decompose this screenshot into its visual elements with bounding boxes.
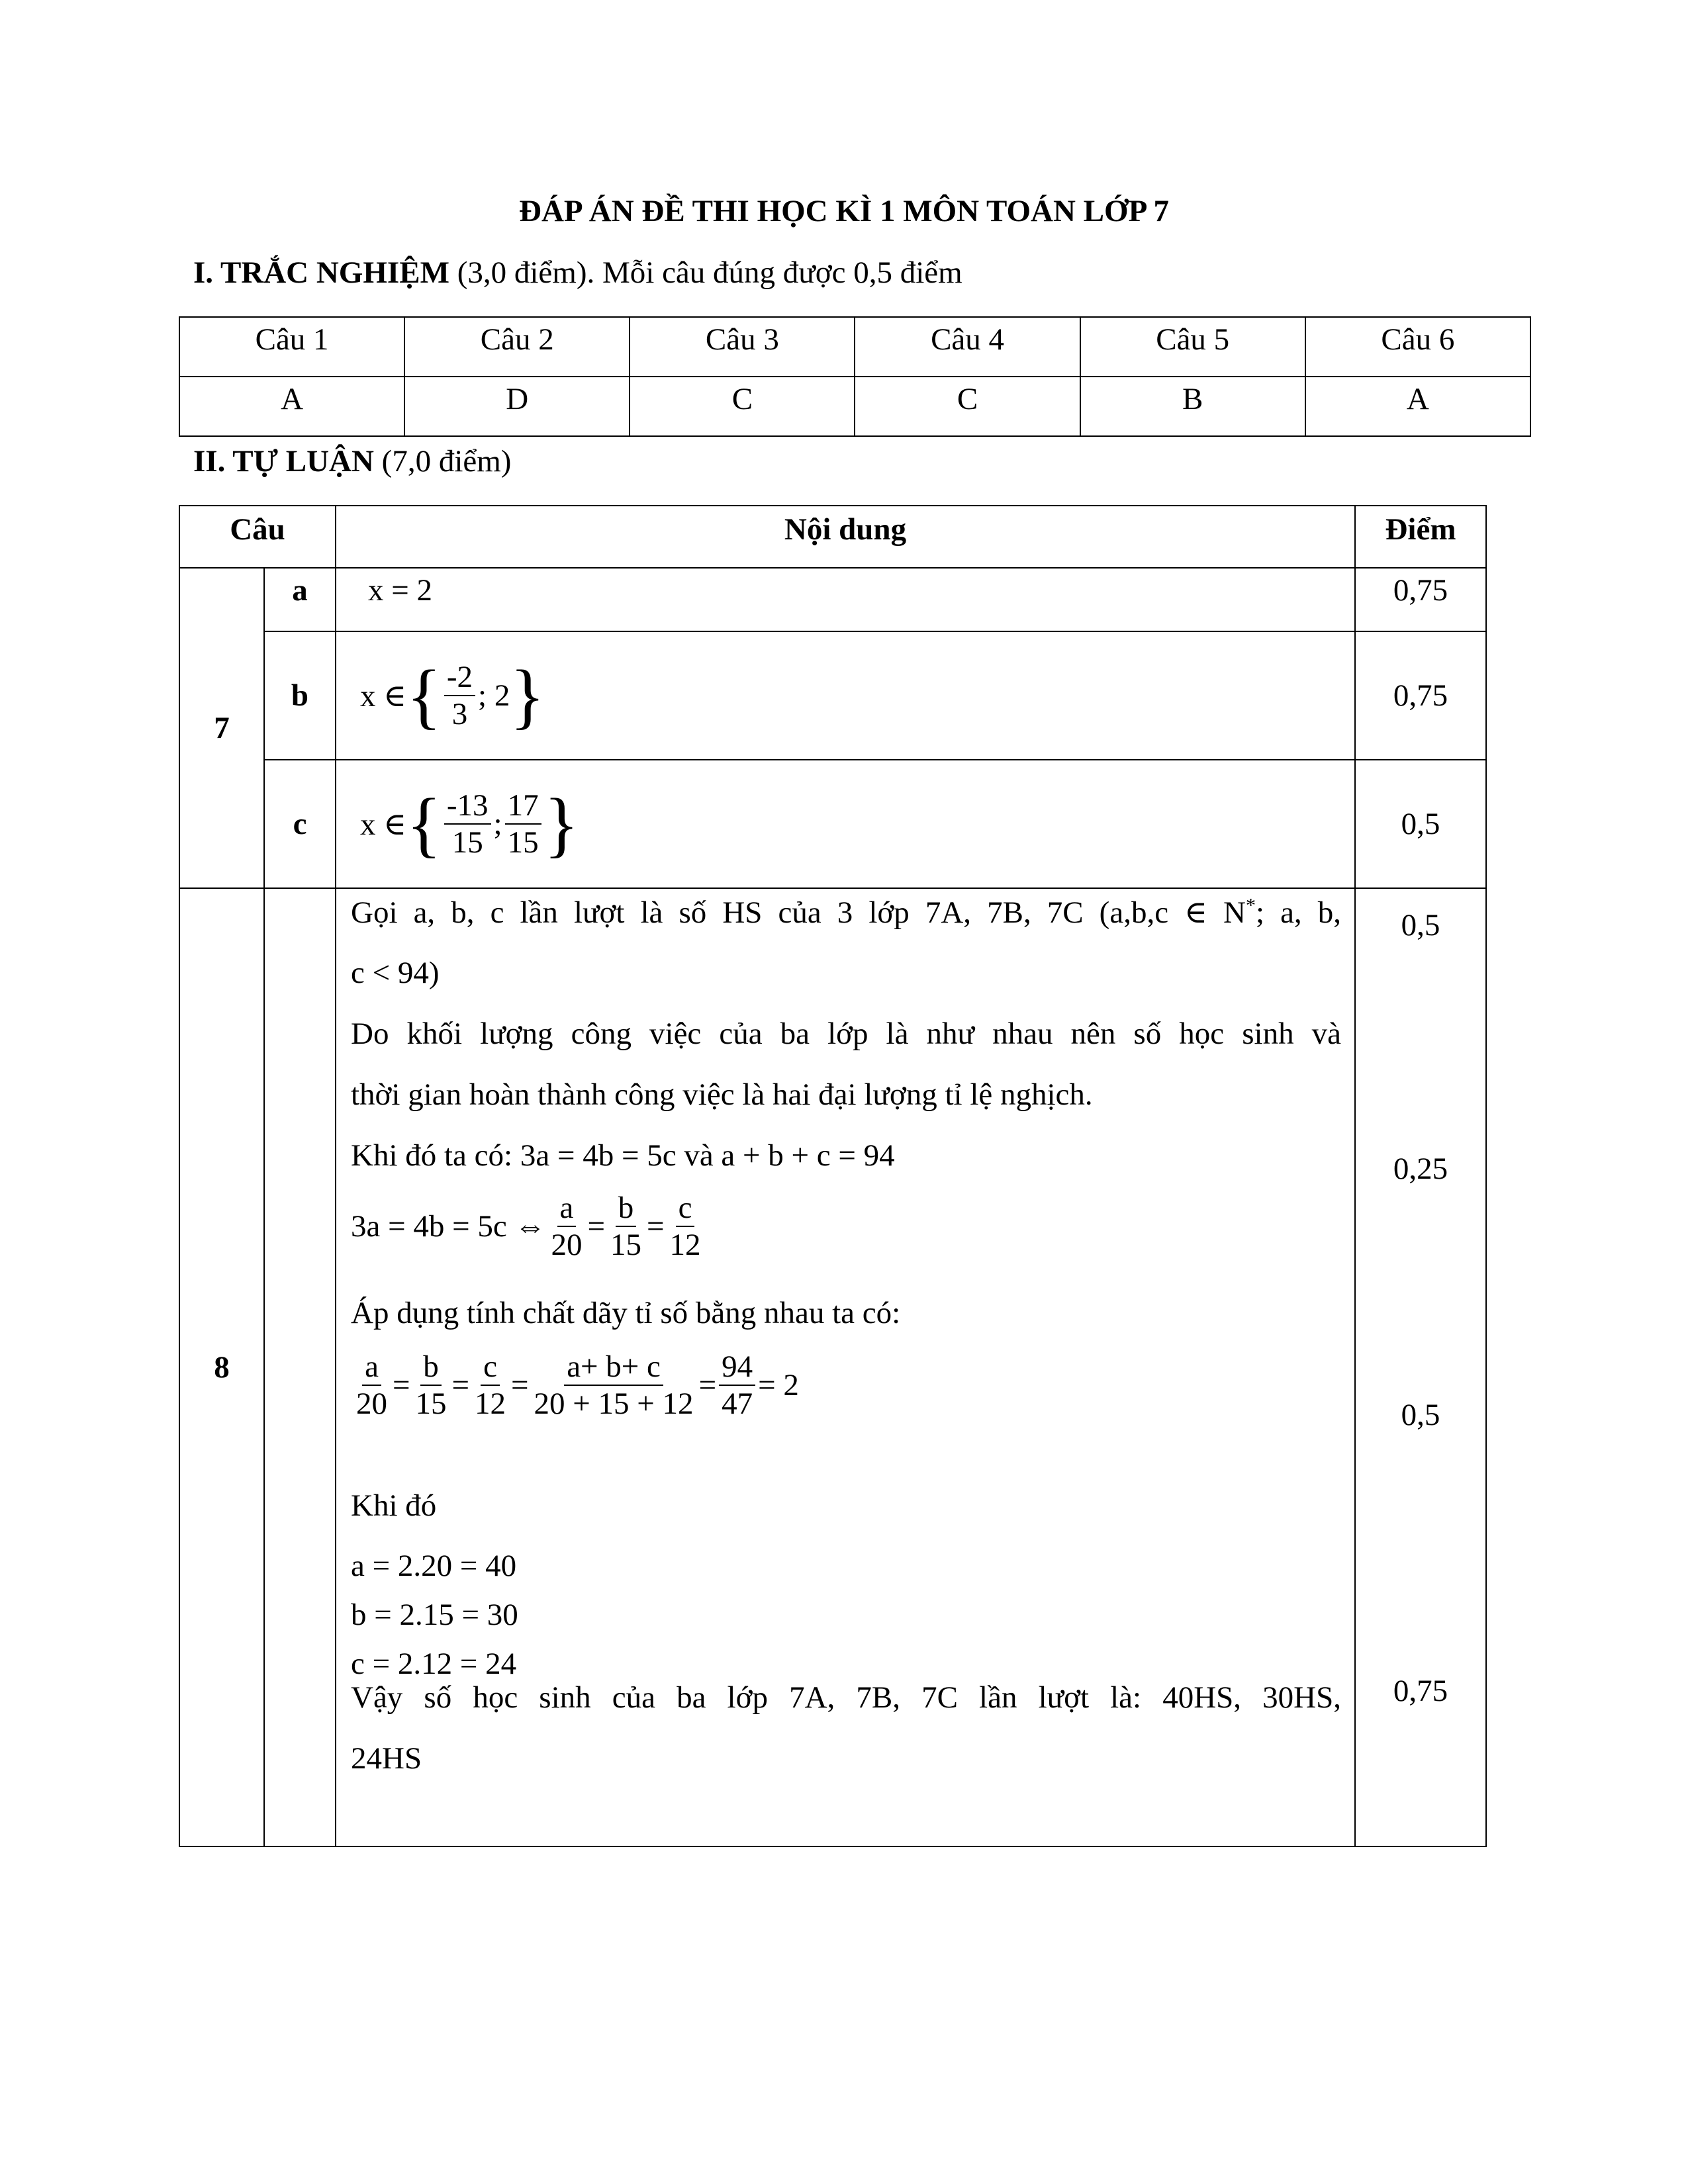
header-points: Điểm — [1355, 506, 1486, 568]
section1-detail: (3,0 điểm). Mỗi câu đúng được 0,5 điểm — [449, 255, 962, 290]
mc-answer: C — [855, 377, 1080, 436]
mc-answer: B — [1080, 377, 1305, 436]
q7b-num: -2 — [444, 659, 475, 696]
q8-number: 8 — [179, 888, 264, 1846]
q7b-rest: ; 2 — [478, 678, 510, 713]
q7c-label: c — [264, 760, 336, 888]
section2-title: II. TỰ LUẬN — [193, 444, 374, 478]
q8-points-2: 0,25 — [1393, 1152, 1448, 1186]
eq1-lhs: 3a = 4b = 5c ⇔ — [351, 1209, 546, 1244]
q8-line2: c < 94) — [351, 956, 440, 990]
q7c-row — [179, 760, 1486, 888]
q7c-den1: 15 — [451, 825, 483, 860]
mc-answer: A — [179, 377, 404, 436]
header-question: Câu — [179, 506, 336, 568]
mc-question: Câu 5 — [1080, 317, 1305, 377]
mc-answer: C — [630, 377, 855, 436]
q7c-points: 0,5 — [1355, 760, 1486, 888]
q7c-rbrace: } — [543, 784, 579, 864]
q8-points-3: 0,5 — [1401, 1398, 1440, 1432]
q7b-label: b — [264, 631, 336, 760]
q8-line3: Do khối lượng công việc của ba lớp là như nhau nên số học sinh và — [351, 1017, 1341, 1051]
mc-question: Câu 3 — [630, 317, 855, 377]
q8-points-1: 0,5 — [1401, 908, 1440, 942]
q7c-fraction-2 — [505, 788, 541, 860]
q7c-den2: 15 — [507, 825, 539, 860]
q7c-content — [336, 760, 1355, 888]
mc-question: Câu 4 — [855, 317, 1080, 377]
section2-detail: (7,0 điểm) — [373, 444, 512, 478]
q8-points — [1355, 888, 1486, 1846]
section1-title: I. TRẮC NGHIỆM — [193, 255, 449, 290]
mc-answer-row — [179, 377, 1530, 436]
q7c-lbrace: { — [406, 784, 442, 864]
q8-line4: thời gian hoàn thành công việc là hai đại lượng tỉ lệ nghịch. — [351, 1077, 1093, 1112]
multiple-choice-table — [179, 316, 1531, 437]
mc-answer: A — [1305, 377, 1530, 436]
mc-answer: D — [404, 377, 630, 436]
page-title: ĐÁP ÁN ĐỀ THI HỌC KÌ 1 MÔN TOÁN LỚP 7 — [519, 194, 1169, 228]
q7b-lbrace: { — [406, 655, 442, 736]
essay-table — [179, 505, 1487, 1847]
q7b-rbrace: } — [510, 655, 545, 736]
q7c-prefix: x ∈ — [360, 807, 407, 842]
q7c-sep: ; — [493, 807, 502, 841]
q8-line5: Khi đó ta có: 3a = 4b = 5c và a + b + c = 94 — [351, 1138, 895, 1173]
q8-line9: b = 2.15 = 30 — [351, 1598, 518, 1632]
q7c-num2: 17 — [505, 788, 541, 825]
q7b-den: 3 — [451, 697, 468, 731]
q8-line6: Áp dụng tính chất dãy tỉ số bằng nhau ta có: — [351, 1296, 901, 1330]
q7b-row — [179, 631, 1486, 760]
mc-question: Câu 1 — [179, 317, 404, 377]
q7b-prefix: x ∈ — [360, 678, 407, 713]
q8-line10: c = 2.12 = 24 — [351, 1647, 517, 1681]
mc-question: Câu 6 — [1305, 317, 1530, 377]
q8-row — [179, 888, 1486, 1846]
mc-question-row — [179, 317, 1530, 377]
q8-line8: a = 2.20 = 40 — [351, 1549, 517, 1583]
essay-header-row — [179, 506, 1486, 568]
mc-question: Câu 2 — [404, 317, 630, 377]
section1-heading — [193, 255, 962, 291]
q8-part-empty — [264, 888, 336, 1846]
q7b-fraction — [444, 659, 475, 732]
q8-line11: Vậy số học sinh của ba lớp 7A, 7B, 7C lần lượt là: 40HS, 30HS, — [351, 1680, 1341, 1715]
q7c-num1: -13 — [444, 788, 491, 825]
q7a-content: x = 2 — [336, 568, 1355, 631]
section2-heading — [193, 443, 511, 479]
q7a-label: a — [264, 568, 336, 631]
header-content: Nội dung — [336, 506, 1355, 568]
q8-points-4: 0,75 — [1393, 1674, 1448, 1708]
q7a-points: 0,75 — [1355, 568, 1486, 631]
q8-line1: Gọi a, b, c lần lượt là số HS của 3 lớp 7A, 7B, 7C (a,b,c ∈ N*; a, b, — [351, 894, 1341, 930]
q8-eq2: $\frac{a}{20}$ = $\frac{b}{15}$ = $\frac{c}{12}$ = $\frac{a+ b+ c}{20 + 15 + 12}$ = $\frac{94}{47}$ = 2 — [356, 1349, 799, 1422]
q7a-row — [179, 568, 1486, 631]
q8-content — [336, 888, 1355, 1846]
q7b-points: 0,75 — [1355, 631, 1486, 760]
q7-number: 7 — [179, 568, 264, 888]
q7c-fraction-1 — [444, 788, 491, 860]
q8-line7: Khi đó — [351, 1488, 437, 1523]
q8-eq1: 3a = 4b = 5c ⇔ $\frac{a}{20}$ = $\frac{b}{15}$ = $\frac{c}{12}$ — [351, 1191, 701, 1263]
q8-line12: 24HS — [351, 1741, 422, 1776]
q7b-content — [336, 631, 1355, 760]
